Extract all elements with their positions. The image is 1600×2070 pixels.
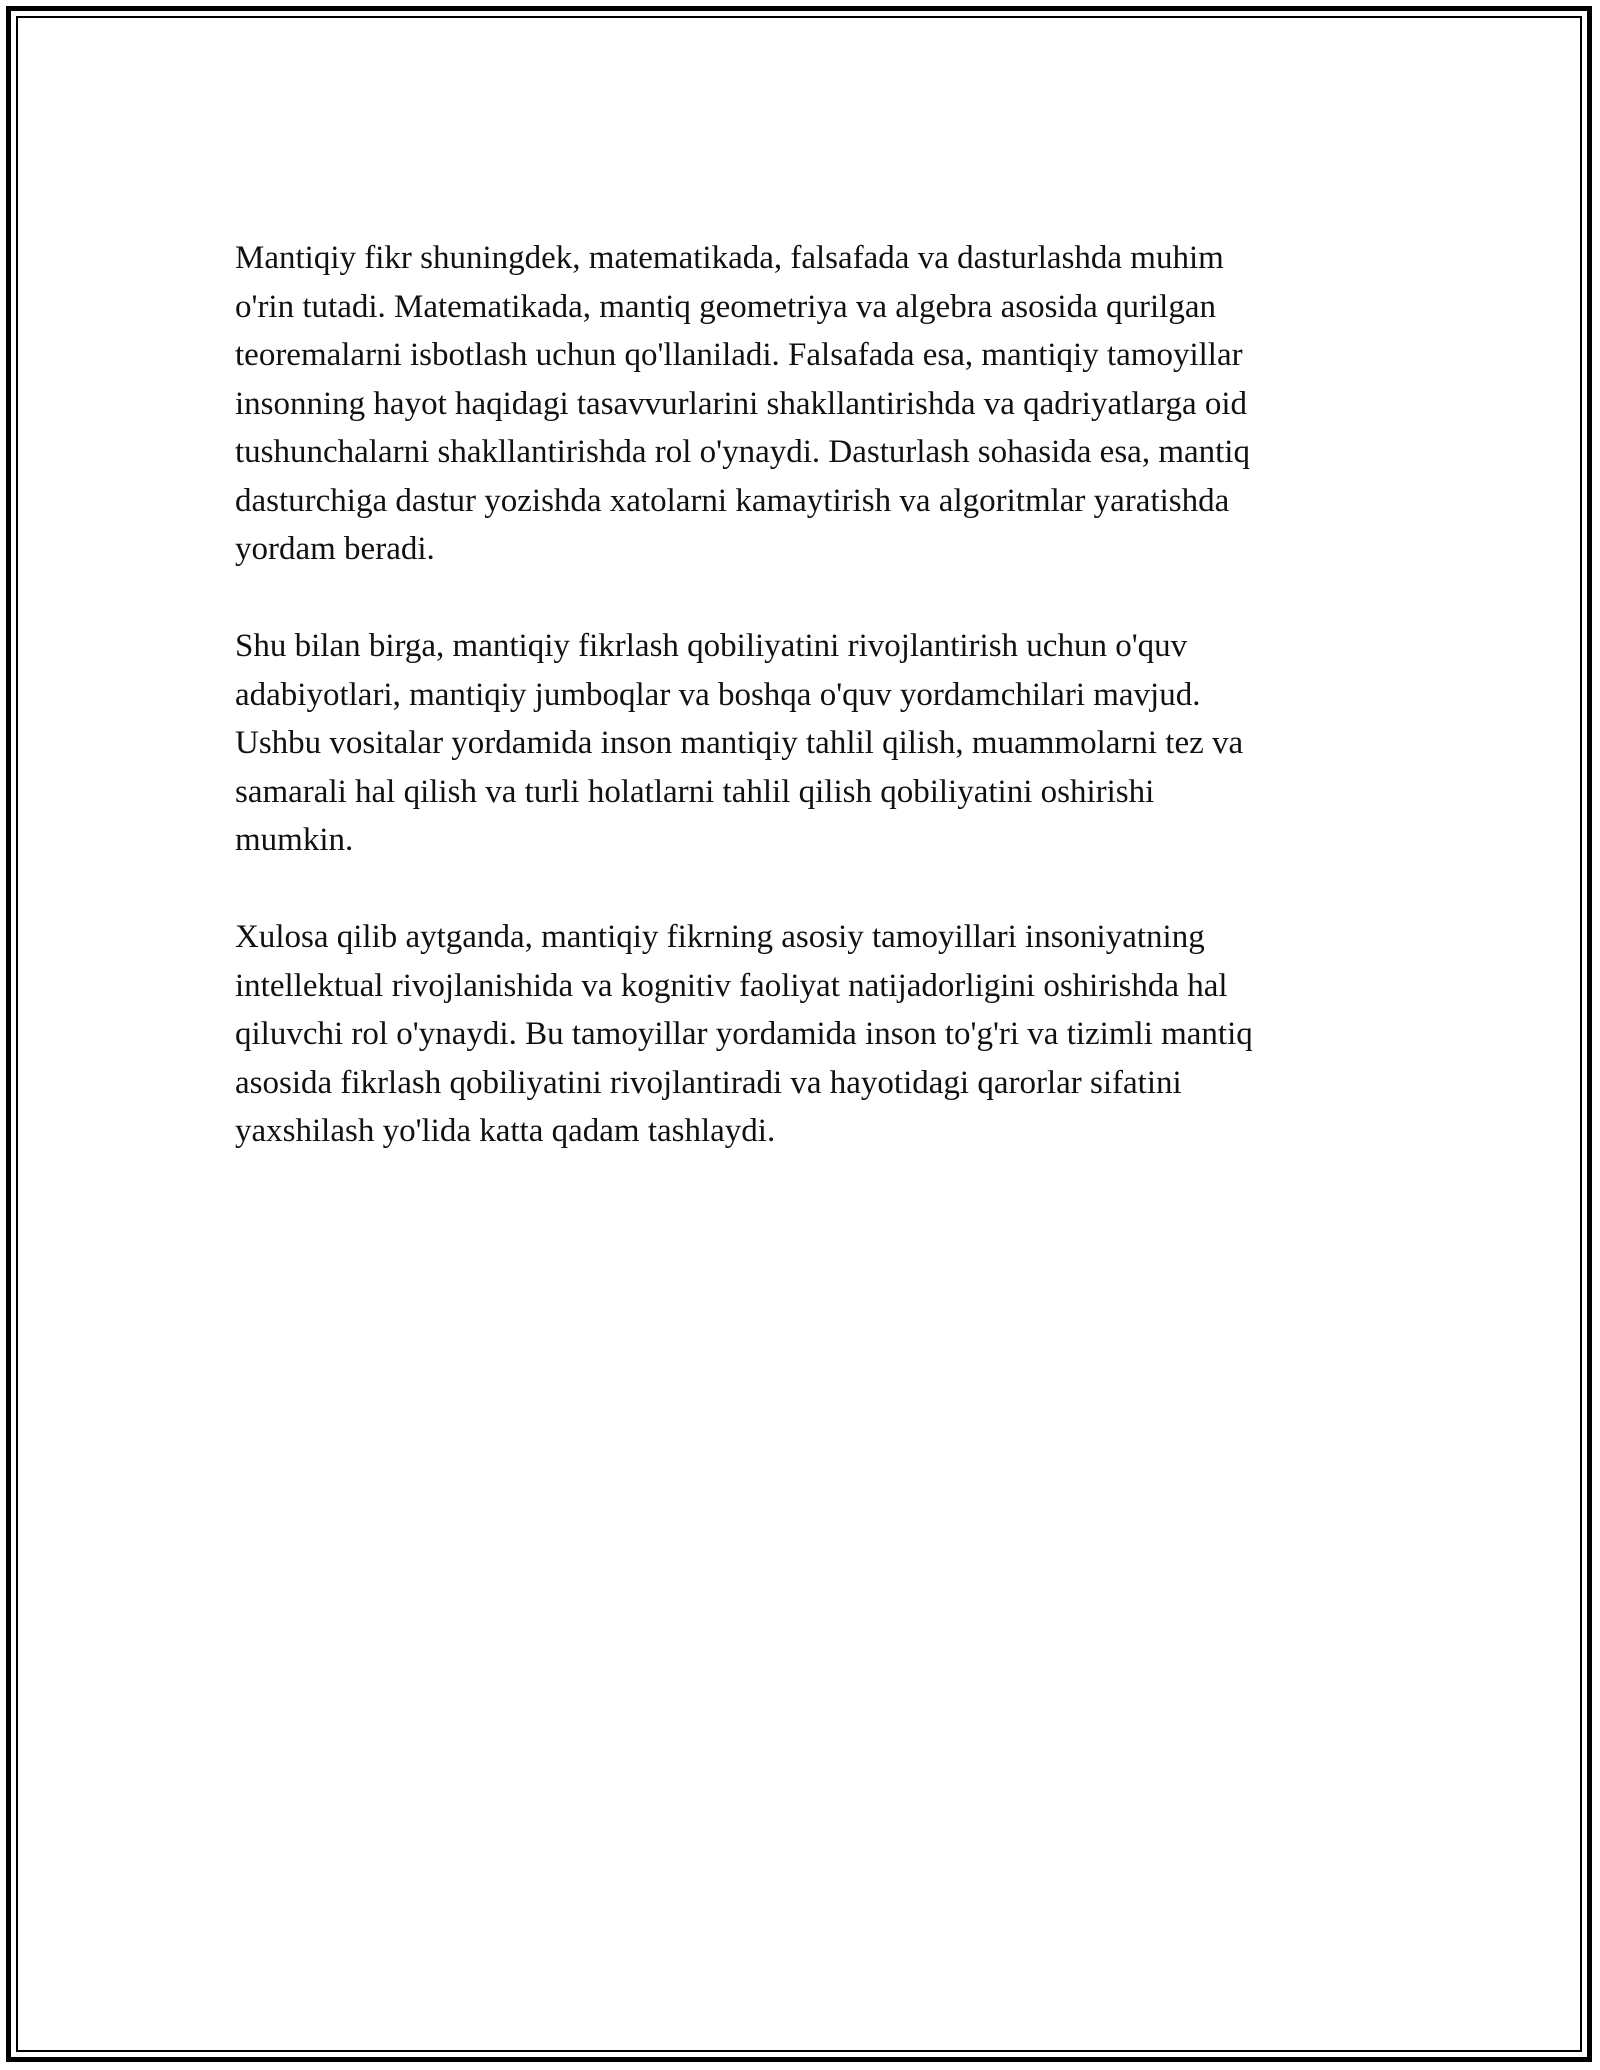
- document-body: [235, 234, 1385, 1204]
- paragraph-2: Shu bilan birga, mantiqiy fikrlash qobiliyatini rivojlantirish uchun o'quv adabiyotlari, mantiqiy jumboqlar va boshqa o'quv yordamchilari mavjud. Ushbu vositalar yordamida inson mantiqiy tahlil qilish, muammolarni tez va samarali hal qilish va turli holatlarni tahlil qilish qobiliyatini oshirishi mumkin.: [235, 628, 1244, 858]
- paragraph-3: Xulosa qilib aytganda, mantiqiy fikrning asosiy tamoyillari insoniyatning intellektual rivojlanishida va kognitiv faoliyat natijadorligini oshirishda hal qiluvchi rol o'ynaydi. Bu tamoyillar yordamida inson to'g'ri va tizimli mantiq asosida fikrlash qobiliyatini rivojlantiradi va hayotidagi qarorlar sifatini yaxshilash yo'lida katta qadam tashlaydi.: [235, 919, 1253, 1149]
- paragraph-1: Mantiqiy fikr shuningdek, matematikada, falsafada va dasturlashda muhim o'rin tutadi. Matematikada, mantiq geometriya va algebra asosida qurilgan teoremalarni isbotlash uchun qo'llaniladi. Falsafada esa, mantiqiy tamoyillar insonning hayot haqidagi tasavvurlarini shakllantirishda va qadriyatlarga oid tushunchalarni shakllantirishda rol o'ynaydi. Dasturlash sohasida esa, mantiq dasturchiga dastur yozishda xatolarni kamaytirish va algoritmlar yaratishda yordam beradi.: [235, 240, 1250, 567]
